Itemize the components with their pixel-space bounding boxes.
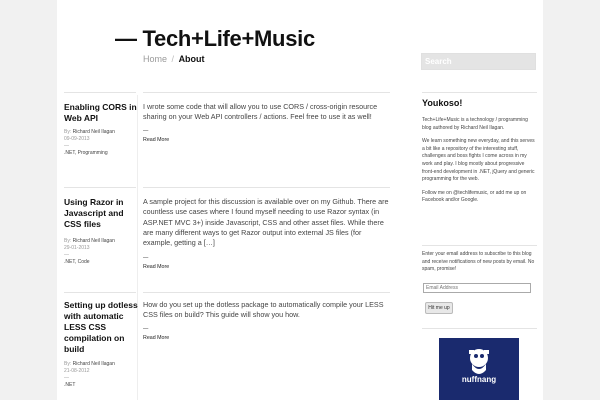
site-title[interactable]: — Tech+Life+Music [115,26,315,51]
nuffnang-ad[interactable] [439,338,519,400]
main-nav [143,54,205,64]
post-divider [143,92,390,93]
read-more-link[interactable]: Read More [143,264,170,270]
post-excerpt: How do you set up the dotless package to automatically compile your LESS CSS files on build? This guide will show you how. [143,300,384,320]
sidebar-follow: Follow me on @techlifemusic, or add me up on Facebook and/or Google. [422,189,527,204]
post-author-link[interactable]: Richard Neil Ilagan [72,361,115,367]
by-label: By: [64,238,72,244]
post-meta [64,361,142,389]
subscribe-button[interactable]: Hit me up [425,302,453,314]
by-label: By: [64,129,72,135]
read-more-dash: — [143,128,149,134]
post-divider [64,292,136,293]
sidebar-title: Youkoso! [422,98,463,108]
sidebar [422,97,537,205]
post-title-link[interactable]: Setting up dotless with automatic LESS CSS compilation on build [64,300,138,354]
page [57,0,543,400]
post-date: 09-09-2013 [64,136,90,142]
post-categories[interactable]: .NET, Programming [64,150,108,156]
post-author-link[interactable]: Richard Neil Ilagan [72,129,115,135]
nav-home-link[interactable]: Home [143,54,168,64]
post-divider [143,187,390,188]
by-label: By: [64,361,72,367]
meta-dash: — [64,375,69,381]
meta-dash: — [64,143,69,149]
post-excerpt: I wrote some code that will allow you to use CORS / cross-origin resource sharing on your Web API controllers / actions. Feel free to use it as well! [143,102,378,122]
read-more-dash: — [143,255,149,261]
read-more-dash: — [143,326,149,332]
post-author-link[interactable]: Richard Neil Ilagan [72,238,115,244]
post-meta [64,129,142,157]
post-date: 21-08-2012 [64,368,90,374]
meta-dash: — [64,252,69,258]
post-divider [143,292,390,293]
read-more-link[interactable]: Read More [143,335,170,341]
post-categories[interactable]: .NET, Code [64,259,90,265]
ad-brand-label: nuffnang [461,375,497,384]
sidebar-intro: Tech+Life+Music is a technology / programming blog authored by Richard Neil Ilagan. [422,117,528,131]
post-meta [64,238,142,266]
post-date: 29-01-2013 [64,245,90,251]
post-title-link[interactable]: Enabling CORS in Web API [64,102,137,123]
sidebar-divider [422,92,537,93]
nuffnang-logo-icon [439,338,519,400]
read-more-link[interactable]: Read More [143,137,170,143]
search-input[interactable] [421,53,536,70]
sidebar-about: We learn something new everyday, and this serves a bit like a repository of the interesting stuff, challenges and boss fights I come across in my work and play. I blog mostly about progressive front-end development in .NET, jQuery and generic programming for the web. [422,138,535,183]
nav-about-link[interactable]: About [178,54,205,64]
post-divider [64,92,136,93]
post-categories[interactable]: .NET [64,382,76,388]
sidebar-divider [422,245,537,246]
post-excerpt: A sample project for this discussion is available over on my Github. There are countless use cases where I found myself needing to use Razor syntax (in ASP.NET MVC 3+) inside Javascript, CSS and other asset files. While there are many different ways to get Razor output into external JS files (for example, getting a […] [143,197,389,248]
sidebar-divider [422,328,537,329]
email-field[interactable] [423,283,531,293]
post-title-link[interactable]: Using Razor in Javascript and CSS files [64,197,124,229]
subscribe-text: Enter your email address to subscribe to this blog and receive notifications of new posts by email. No spam, promise! [422,251,535,273]
post-divider [64,187,136,188]
nav-separator: / [171,54,175,64]
